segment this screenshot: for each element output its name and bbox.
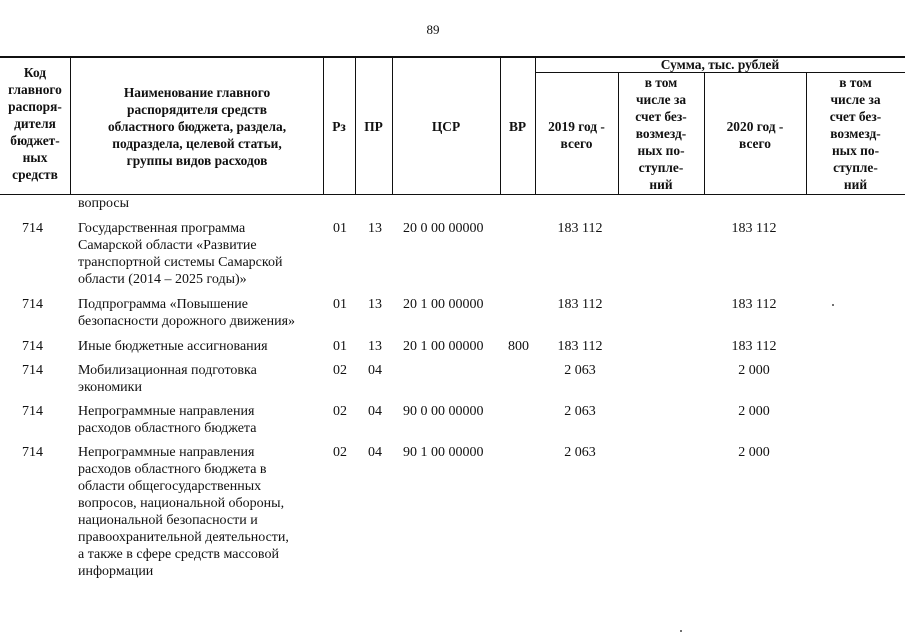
cell-pr: 13 [368,221,382,236]
continuation-text: вопросы [78,196,129,211]
cell-rz: 01 [333,297,347,312]
cell-code: 714 [22,404,43,419]
cell-name: Непрограммные направления расходов областного бюджета [78,404,257,436]
cell-2020: 2 000 [738,404,770,419]
cell-csr: 20 1 00 00000 [403,297,484,312]
header-name: Наименование главного распорядителя средств областного бюджета, раздела, подраздела, целевой статьи, группы видов расходов [107,85,287,168]
cell-code: 714 [22,221,43,236]
cell-pr: 13 [368,339,382,354]
cell-name: Иные бюджетные ассигнования [78,339,268,354]
cell-pr: 04 [368,445,382,460]
cell-2019: 2 063 [564,363,596,378]
cell-2020: 2 000 [738,363,770,378]
cell-2020: 183 112 [731,221,777,236]
cell-2019: 183 112 [557,339,603,354]
cell-csr: 20 1 00 00000 [403,339,484,354]
header-2019-free: в том числе за счет без- возмезд- ных по- ступле- ний [635,75,687,192]
cell-2020: 2 000 [738,445,770,460]
cell-code: 714 [22,445,43,460]
cell-csr: 90 1 00 00000 [403,445,484,460]
header-pr: ПР [364,119,383,134]
header-csr: ЦСР [431,119,461,134]
cell-rz: 02 [333,404,347,419]
header-2020-free: в том числе за счет без- возмезд- ных по- ступле- ний [829,75,882,192]
cell-2019: 2 063 [564,404,596,419]
cell-pr: 04 [368,404,382,419]
cell-csr: 20 0 00 00000 [403,221,484,236]
cell-rz: 01 [333,339,347,354]
header-2019: 2019 год - всего [548,119,605,151]
cell-2019: 2 063 [564,445,596,460]
scan-speck [832,304,834,306]
cell-pr: 04 [368,363,382,378]
cell-vr: 800 [508,339,529,354]
cell-code: 714 [22,297,43,312]
header-sum: Сумма, тыс. рублей [660,57,780,72]
cell-2019: 183 112 [557,297,603,312]
cell-rz: 02 [333,363,347,378]
header-rz: Рз [332,119,346,134]
cell-2020: 183 112 [731,339,777,354]
cell-pr: 13 [368,297,382,312]
cell-name: Непрограммные направления расходов областного бюджета в области общегосударственных вопросов, национальной обороны, национальной безопасности и правоохранительной деятельности, а также в сфере средств массовой информации [78,445,289,579]
cell-code: 714 [22,363,43,378]
cell-name: Государственная программа Самарской области «Развитие транспортной системы Самарской области (2014 – 2025 годы)» [78,221,283,287]
cell-name: Подпрограмма «Повышение безопасности дорожного движения» [78,297,296,329]
cell-name: Мобилизационная подготовка экономики [78,363,257,395]
cell-code: 714 [22,339,43,354]
page-number: 89 [426,22,440,37]
cell-rz: 01 [333,221,347,236]
scan-speck [680,630,682,632]
cell-2020: 183 112 [731,297,777,312]
cell-2019: 183 112 [557,221,603,236]
header-code: Код главного распоря- дителя бюджет- ных средств [8,65,62,182]
header-vr: ВР [508,119,527,134]
header-2020: 2020 год - всего [726,119,784,151]
cell-csr: 90 0 00 00000 [403,404,484,419]
cell-rz: 02 [333,445,347,460]
